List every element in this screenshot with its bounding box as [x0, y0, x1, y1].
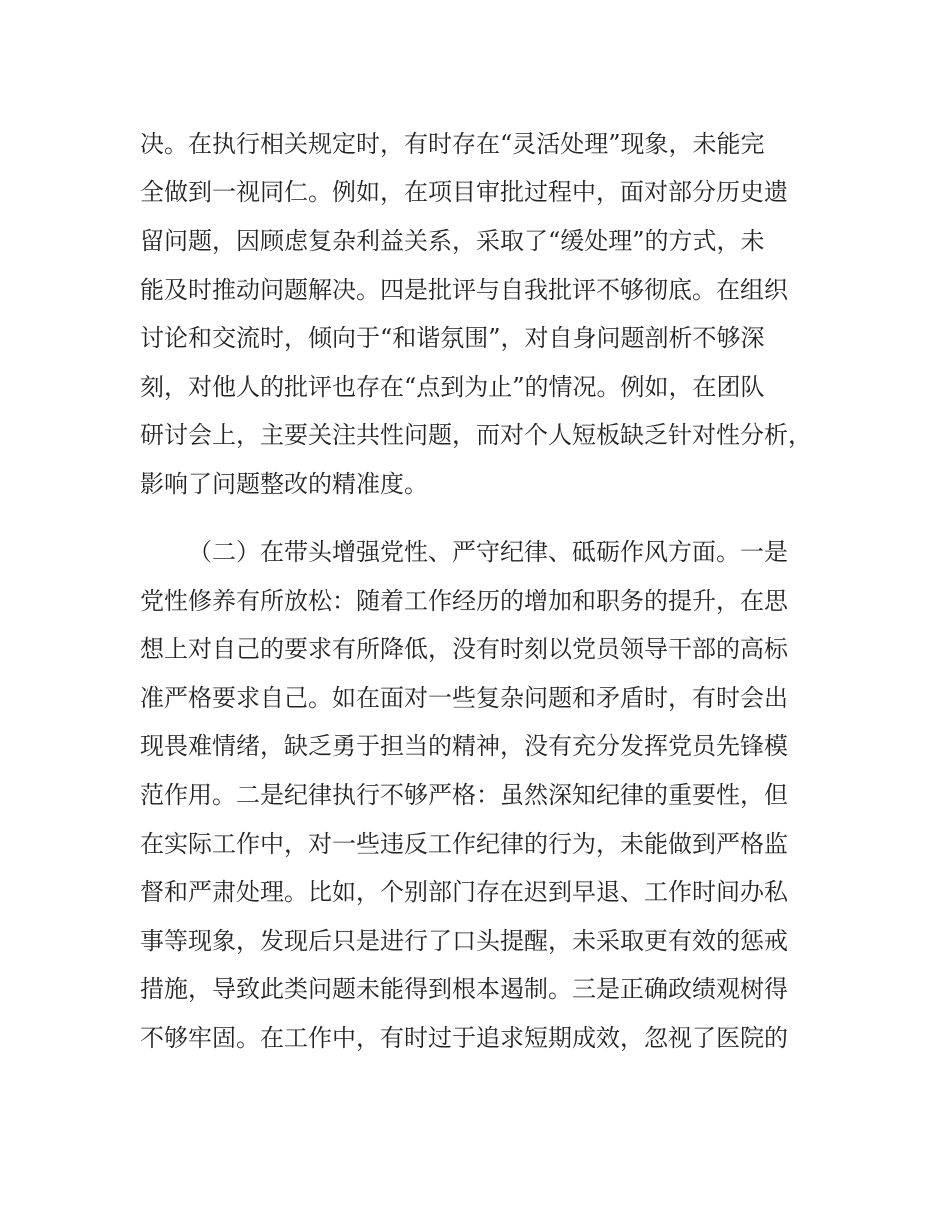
paragraph-line: 党性修养有所放松：随着工作经历的增加和职务的提升，在思 [140, 587, 788, 615]
paragraph-line: 在实际工作中，对一些违反工作纪律的行为，未能做到严格监 [140, 830, 788, 858]
paragraph-line: 能及时推动问题解决。四是批评与自我批评不够彻底。在组织 [140, 276, 788, 304]
paragraph-line: 准严格要求自己。如在面对一些复杂问题和矛盾时，有时会出 [140, 684, 788, 712]
paragraph-line: 督和严肃处理。比如，个别部门存在迟到早退、工作时间办私 [140, 878, 788, 906]
paragraph-line: 不够牢固。在工作中，有时过于追求短期成效，忽视了医院的 [140, 1024, 788, 1052]
paragraph-line: 想上对自己的要求有所降低，没有时刻以党员领导干部的高标 [140, 635, 788, 663]
paragraph-line: 现畏难情绪，缺乏勇于担当的精神，没有充分发挥党员先锋模 [140, 732, 788, 760]
paragraph-line: 全做到一视同仁。例如，在项目审批过程中，面对部分历史遗 [140, 178, 788, 206]
paragraph-line: 范作用。二是纪律执行不够严格：虽然深知纪律的重要性，但 [140, 781, 788, 809]
paragraph-line: 决。在执行相关规定时，有时存在“灵活处理”现象，未能完 [140, 130, 765, 158]
paragraph-line: （二）在带头增强党性、严守纪律、砥砺作风方面。一是 [188, 538, 788, 566]
paragraph-line: 留问题，因顾虑复杂利益关系，采取了“缓处理”的方式，未 [140, 227, 765, 255]
paragraph-line: 刻，对他人的批评也存在“点到为止”的情况。例如，在团队 [140, 373, 765, 401]
paragraph-line: 研讨会上，主要关注共性问题，而对个人短板缺乏针对性分析， [140, 421, 812, 449]
paragraph-line: 措施，导致此类问题未能得到根本遏制。三是正确政绩观树得 [140, 975, 788, 1003]
paragraph-line: 影响了问题整改的精准度。 [140, 470, 428, 498]
paragraph-line: 讨论和交流时，倾向于“和谐氛围”，对自身问题剖析不够深 [140, 324, 765, 352]
paragraph-line: 事等现象，发现后只是进行了口头提醒，未采取更有效的惩戒 [140, 927, 788, 955]
